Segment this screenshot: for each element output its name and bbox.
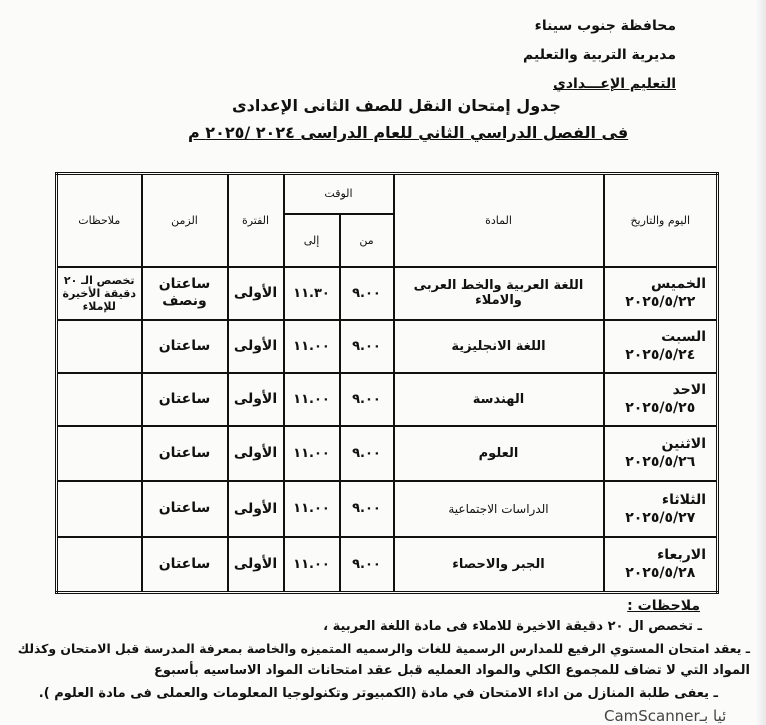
table-row bbox=[57, 320, 718, 373]
note-item: ـ يعفى طلبة المنازل من اداء الامتحان في مادة (الكمبيوتر وتكنولوجيا المعلومات والعملى فى مادة العلوم ). bbox=[38, 686, 718, 701]
subject-cell: العلوم bbox=[394, 426, 604, 481]
directorate-label: مديرية التربية والتعليم bbox=[523, 47, 676, 63]
subject-cell: الجبر والاحصاء bbox=[394, 537, 604, 593]
header-from: من bbox=[340, 214, 394, 267]
day-date-cell bbox=[604, 267, 718, 320]
start-time-cell: ٩.٠٠ bbox=[340, 537, 394, 593]
period-cell: الأولى bbox=[228, 373, 284, 426]
day-name: الثلاثاء bbox=[661, 491, 706, 508]
table-row bbox=[57, 373, 718, 426]
exam-date: ٢٠٢٥/٥/٢٧ bbox=[625, 509, 696, 526]
note-cell bbox=[57, 373, 142, 426]
table-row bbox=[57, 481, 718, 537]
start-time-cell: ٩.٠٠ bbox=[340, 481, 394, 537]
day-date-cell bbox=[604, 373, 718, 426]
subject-cell: الدراسات الاجتماعية bbox=[394, 481, 604, 537]
scanner-watermark bbox=[604, 707, 730, 725]
day-name: الاثنين bbox=[661, 436, 706, 452]
header-notes: ملاحظات bbox=[57, 174, 142, 267]
duration-cell: ساعتان bbox=[142, 481, 228, 537]
exam-date: ٢٠٢٥/٥/٢٨ bbox=[625, 565, 696, 582]
period-cell: الأولى bbox=[228, 320, 284, 373]
header-subject: المادة bbox=[394, 174, 604, 267]
table-header-row bbox=[57, 174, 718, 214]
watermark-arabic: ئيا بـ bbox=[699, 707, 727, 725]
note-cell: تخصص الـ ٢٠ دقيقة الأخيرة للإملاء bbox=[57, 267, 142, 320]
end-time-cell: ١١.٠٠ bbox=[284, 320, 340, 373]
end-time-cell: ١١.٠٠ bbox=[284, 481, 340, 537]
notes-heading: ملاحظات : bbox=[627, 598, 700, 614]
duration-cell: ساعتان ونصف bbox=[142, 267, 228, 320]
end-time-cell: ١١.٠٠ bbox=[284, 537, 340, 593]
note-item: المواد التي لا تضاف للمجموع الكلي والمواد العمليه قبل عقد امتحانات المواد الاساسيه بأسبوع bbox=[153, 663, 750, 678]
note-item: ـ تخصص ال ٢٠ دقيقة الاخيرة للاملاء فى مادة اللغة العربية ، bbox=[323, 619, 702, 634]
period-cell: الأولى bbox=[228, 426, 284, 481]
duration-cell: ساعتان bbox=[142, 426, 228, 481]
header-period: الفترة bbox=[228, 174, 284, 267]
note-cell bbox=[57, 426, 142, 481]
start-time-cell: ٩.٠٠ bbox=[340, 426, 394, 481]
note-cell bbox=[57, 481, 142, 537]
duration-cell: ساعتان bbox=[142, 320, 228, 373]
exam-date: ٢٠٢٥/٥/٢٥ bbox=[625, 400, 696, 416]
start-time-cell: ٩.٠٠ bbox=[340, 373, 394, 426]
governorate-label: محافظة جنوب سيناء bbox=[534, 18, 676, 34]
document-title: جدول إمتحان النقل للصف الثانى الإعدادى bbox=[232, 96, 561, 115]
document-subtitle: فى الفصل الدراسي الثاني للعام الدراسى ٢٠٢٤ /٢٠٢٥ م bbox=[188, 123, 629, 142]
exam-date: ٢٠٢٥/٥/٢٢ bbox=[625, 294, 696, 310]
exam-date: ٢٠٢٥/٥/٢٦ bbox=[625, 454, 696, 470]
table-row bbox=[57, 267, 718, 320]
department-label: التعليم الإعـــدادي bbox=[553, 76, 676, 92]
day-name: الخميس bbox=[650, 276, 706, 292]
header-time: الوقت bbox=[284, 174, 394, 214]
duration-cell: ساعتان bbox=[142, 373, 228, 426]
start-time-cell: ٩.٠٠ bbox=[340, 267, 394, 320]
period-cell: الأولى bbox=[228, 267, 284, 320]
watermark-brand: CamScanner bbox=[604, 707, 700, 725]
scan-edge-shadow bbox=[756, 0, 766, 725]
exam-date: ٢٠٢٥/٥/٢٤ bbox=[625, 347, 696, 363]
header-day-date: اليوم والتاريخ bbox=[604, 174, 718, 267]
day-name: السبت bbox=[661, 329, 706, 345]
note-cell bbox=[57, 320, 142, 373]
subject-cell: اللغة الانجليزية bbox=[394, 320, 604, 373]
day-date-cell bbox=[604, 537, 718, 593]
day-date-cell bbox=[604, 481, 718, 537]
period-cell: الأولى bbox=[228, 481, 284, 537]
table-row bbox=[57, 426, 718, 481]
period-cell: الأولى bbox=[228, 537, 284, 593]
subject-cell: اللغة العربية والخط العربى والاملاء bbox=[394, 267, 604, 320]
note-item: ـ يعقد امتحان المستوي الرفيع للمدارس الرسمية للغات والرسميه المتميزه والخاصة بمعرفة المدرسة قبل الامتحان وكذلك bbox=[17, 641, 750, 656]
day-date-cell bbox=[604, 426, 718, 481]
start-time-cell: ٩.٠٠ bbox=[340, 320, 394, 373]
header-duration: الزمن bbox=[142, 174, 228, 267]
end-time-cell: ١١.٠٠ bbox=[284, 426, 340, 481]
end-time-cell: ١١.٣٠ bbox=[284, 267, 340, 320]
subject-cell: الهندسة bbox=[394, 373, 604, 426]
day-name: الاحد bbox=[672, 382, 706, 398]
duration-cell: ساعتان bbox=[142, 537, 228, 593]
exam-schedule-table bbox=[55, 172, 719, 594]
note-cell bbox=[57, 537, 142, 593]
day-name: الاربعاء bbox=[657, 547, 706, 564]
table-row bbox=[57, 537, 718, 593]
header-to: إلى bbox=[284, 214, 340, 267]
end-time-cell: ١١.٠٠ bbox=[284, 373, 340, 426]
day-date-cell bbox=[604, 320, 718, 373]
